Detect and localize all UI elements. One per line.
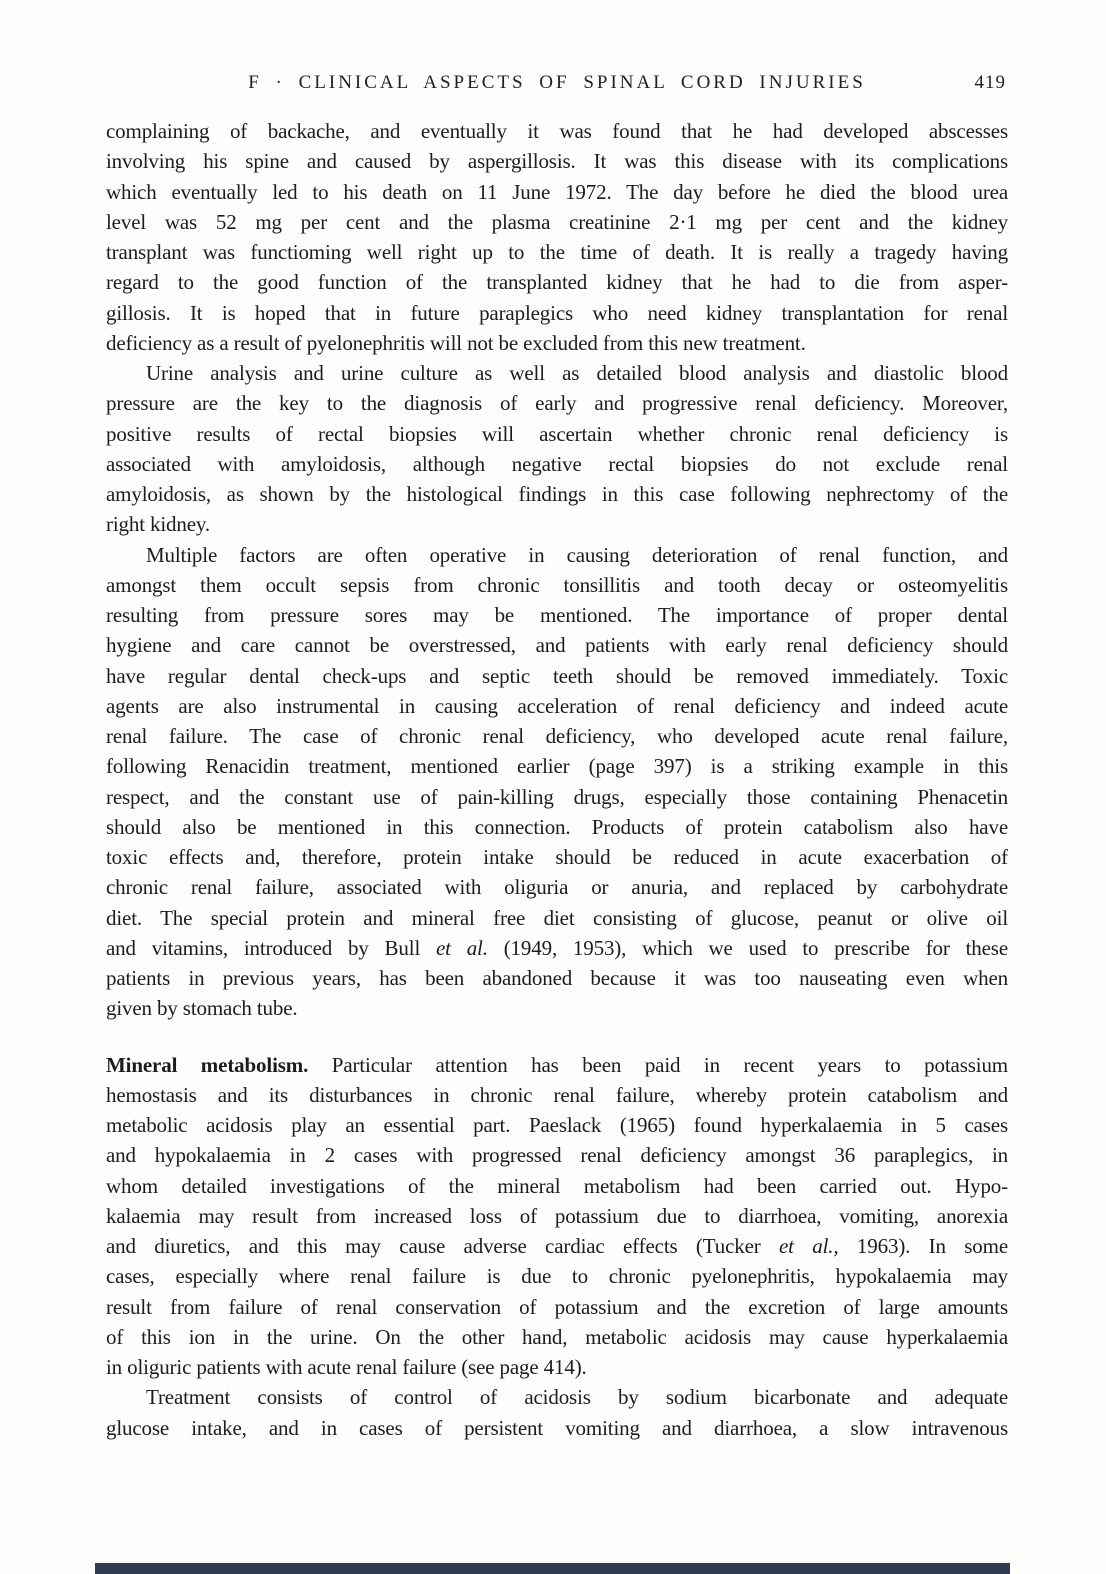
paragraph (106, 1050, 1008, 1383)
text-line: transplant was functioming well right up to the time of death. It is really a tragedy having (106, 240, 1008, 264)
text-line: kalaemia may result from increased loss of potassium due to diarrhoea, vomiting, anorexia (106, 1203, 1008, 1228)
text-line: amongst them occult sepsis from chronic tonsillitis and tooth decay or osteomyelitis (106, 572, 1008, 597)
running-head (106, 70, 1008, 96)
paragraph (106, 116, 1008, 358)
italic-text-run: et al. (435, 935, 488, 960)
text-line: patients in previous years, has been abandoned because it was too nauseating even when (106, 966, 1008, 990)
bold-text-run: Mineral metabolism. (106, 1052, 309, 1077)
text-line: Mineral metabolism. Particular attention has been paid in recent years to potassium (106, 1052, 1008, 1077)
text-line: metabolic acidosis play an essential part. Paeslack (1965) found hyperkalaemia in 5 cases (106, 1113, 1008, 1137)
text-line: level was 52 mg per cent and the plasma creatinine 2·1 mg per cent and the kidney (106, 209, 1008, 234)
text-line: given by stomach tube. (106, 996, 298, 1021)
text-line: Treatment consists of control of acidosis by sodium bicarbonate and adequate (146, 1385, 1008, 1410)
text-line: resulting from pressure sores may be mentioned. The importance of proper dental (106, 603, 1008, 627)
text-line: hemostasis and its disturbances in chronic renal failure, whereby protein catabolism and (106, 1082, 1008, 1107)
text-line: which eventually led to his death on 11 June 1972. The day before he died the blood urea (106, 179, 1008, 204)
page-body (106, 116, 1008, 1443)
page-number: 419 (974, 72, 1006, 93)
text-line: positive results of rectal biopsies will ascertain whether chronic renal deficiency is (106, 421, 1008, 446)
text-line: associated with amyloidosis, although negative rectal biopsies do not exclude renal (106, 451, 1008, 476)
text-line: in oliguric patients with acute renal failure (see page 414). (106, 1355, 587, 1379)
text-line: result from failure of renal conservation of potassium and the excretion of large amounts (106, 1294, 1008, 1319)
text-line: agents are also instrumental in causing acceleration of renal deficiency and indeed acute (106, 693, 1008, 718)
text-line: diet. The special protein and mineral free diet consisting of glucose, peanut or olive oil (106, 905, 1008, 930)
text-line: toxic effects and, therefore, protein intake should be reduced in acute exacerbation of (106, 845, 1008, 869)
paragraph (106, 358, 1008, 540)
text-line: involving his spine and caused by aspergillosis. It was this disease with its complications (106, 149, 1008, 174)
text-line: gillosis. It is hoped that in future paraplegics who need kidney transplantation for renal (106, 300, 1008, 325)
text-line: and vitamins, introduced by Bull et al. (1949, 1953), which we used to prescribe for these (106, 935, 1008, 960)
italic-text-run: et al., (779, 1234, 839, 1258)
running-head-title: F · CLINICAL ASPECTS OF SPINAL CORD INJURIES (248, 72, 866, 93)
text-line: of this ion in the urine. On the other hand, metabolic acidosis may cause hyperkalaemia (106, 1324, 1008, 1349)
text-line: amyloidosis, as shown by the histological findings in this case following nephrectomy of the (106, 482, 1008, 506)
text-line: Urine analysis and urine culture as well as detailed blood analysis and diastolic blood (146, 361, 1008, 385)
paragraph (106, 540, 1008, 1024)
text-line: pressure are the key to the diagnosis of early and progressive renal deficiency. Moreover, (106, 391, 1008, 416)
text-line: renal failure. The case of chronic renal deficiency, who developed acute renal failure, (106, 724, 1008, 748)
text-line: following Renacidin treatment, mentioned earlier (page 397) is a striking example in this (106, 754, 1008, 779)
text-line: whom detailed investigations of the mineral metabolism had been carried out. Hypo- (106, 1173, 1008, 1198)
text-line: respect, and the constant use of pain-killing drugs, especially those containing Phenacetin (106, 784, 1008, 809)
text-line: complaining of backache, and eventually it was found that he had developed abscesses (106, 119, 1008, 143)
text-line: right kidney. (106, 512, 211, 537)
text-line: and diuretics, and this may cause adverse cardiac effects (Tucker et al., 1963). In some (106, 1234, 1008, 1258)
text-line: glucose intake, and in cases of persistent vomiting and diarrhoea, a slow intravenous (106, 1415, 1008, 1440)
paragraph (106, 1382, 1008, 1443)
text-line: have regular dental check-ups and septic teeth should be removed immediately. Toxic (106, 663, 1008, 688)
text-line: should also be mentioned in this connection. Products of protein catabolism also have (106, 814, 1008, 839)
text-line: Multiple factors are often operative in causing deterioration of renal function, and (146, 542, 1008, 567)
text-line: hygiene and care cannot be overstressed, and patients with early renal deficiency should (106, 633, 1008, 658)
scan-edge-bar (95, 1563, 1010, 1574)
text-line: deficiency as a result of pyelonephritis will not be excluded from this new treatment. (106, 330, 806, 355)
text-line: chronic renal failure, associated with oliguria or anuria, and replaced by carbohydrate (106, 875, 1008, 900)
text-line: cases, especially where renal failure is due to chronic pyelonephritis, hypokalaemia may (106, 1264, 1008, 1289)
text-line: regard to the good function of the transplanted kidney that he had to die from asper- (106, 270, 1008, 295)
text-line: and hypokalaemia in 2 cases with progressed renal deficiency amongst 36 paraplegics, in (106, 1143, 1008, 1168)
